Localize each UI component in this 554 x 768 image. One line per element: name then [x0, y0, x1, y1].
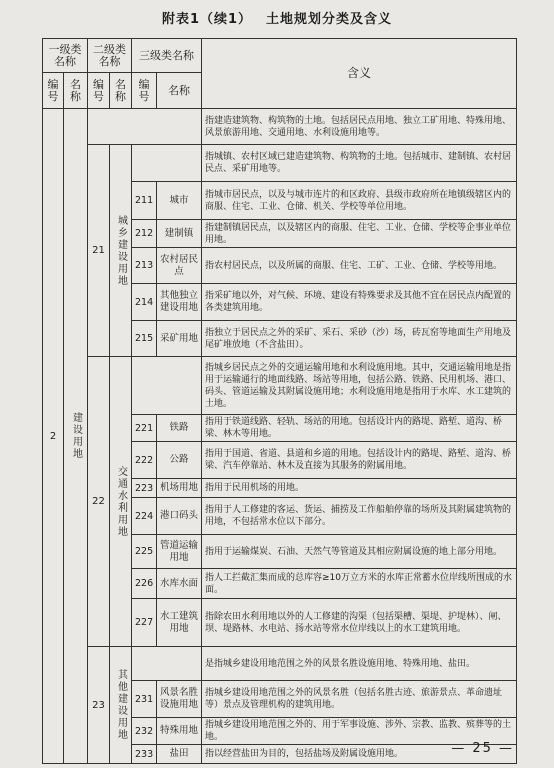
item-description: 指农村居民点，以及所属的商服、住宅、工矿、工业、仓储、学校等用地。	[202, 248, 517, 284]
item-name: 盐田	[157, 745, 202, 764]
item-description: 指以经营盐田为目的，包括盐场及附属设施用地。	[202, 745, 517, 764]
item-description: 指用于铁道线路、轻轨、场站的用地。包括设计内的路堤、路堑、道沟、桥梁、林木等用地。	[202, 415, 517, 442]
item-code: 227	[132, 599, 157, 647]
empty-cell	[132, 357, 202, 415]
item-code: 214	[132, 284, 157, 321]
item-name: 水工建筑用地	[157, 599, 202, 647]
group-description: 指城镇、农村区域已建造建筑物、构筑物的土地。包括城市、建制镇、农村居民点、采矿用地等。	[202, 145, 517, 182]
item-code: 224	[132, 498, 157, 535]
item-description: 指建制镇居民点，以及辖区内的商服、住宅、工业、仓储、学校等企事业单位用地。	[202, 220, 517, 248]
item-code: 226	[132, 569, 157, 599]
group-code: 23	[88, 647, 110, 764]
item-code: 222	[132, 442, 157, 479]
item-name: 管道运输用地	[157, 535, 202, 569]
item-description: 指用于运输煤炭、石油、天然气等管道及其相应附属设施的地上部分用地。	[202, 535, 517, 569]
item-description: 指城市居民点，以及与城市连片的和区政府、县级市政府所在地镇级辖区内的商服、住宅、工业、仓储、机关、学校等单位用地。	[202, 182, 517, 220]
header-level1: 一级类名称	[43, 39, 88, 73]
item-name: 铁路	[157, 415, 202, 442]
item-description: 指用于国道、省道、县道和乡道的用地。包括设计内的路堤、路堑、道沟、桥梁、汽车停靠站、林木及直接为其服务的附属用地。	[202, 442, 517, 479]
item-code: 233	[132, 745, 157, 764]
item-code: 225	[132, 535, 157, 569]
item-code: 212	[132, 220, 157, 248]
page-title	[0, 8, 554, 27]
item-code: 223	[132, 479, 157, 498]
header-code: 编号	[88, 73, 110, 109]
item-description: 指城乡建设用地范围之外的、用于军事设施、涉外、宗教、监教、殡葬等的土地。	[202, 718, 517, 745]
item-name: 采矿用地	[157, 321, 202, 357]
page-number: — 25 —	[451, 741, 514, 756]
group-name: 城乡建设用地	[110, 145, 132, 357]
header-name: 名称	[64, 73, 88, 109]
item-name: 水库水面	[157, 569, 202, 599]
item-name: 风景名胜设施用地	[157, 681, 202, 718]
header-level3: 三级类名称	[132, 39, 202, 73]
item-description: 指人工拦截汇集而成的总库容≥10万立方米的水库正常蓄水位岸线所围成的水面。	[202, 569, 517, 599]
item-code: 221	[132, 415, 157, 442]
header-name: 名称	[110, 73, 132, 109]
header-code: 编号	[132, 73, 157, 109]
level1-name: 建设用地	[64, 109, 88, 764]
item-name: 建制镇	[157, 220, 202, 248]
item-name: 特殊用地	[157, 718, 202, 745]
land-classification-table	[42, 38, 517, 764]
item-name: 港口码头	[157, 498, 202, 535]
item-description: 指用于民用机场的用地。	[202, 479, 517, 498]
item-description: 指用于人工修建的客运、货运、捕捞及工作船舶停靠的场所及其附属建筑物的用地，不包括常水位以下部分。	[202, 498, 517, 535]
item-code: 215	[132, 321, 157, 357]
group-name: 其他建设用地	[110, 647, 132, 764]
table-subtitle: 土地规划分类及含义	[266, 12, 393, 27]
group-code: 22	[88, 357, 110, 647]
item-name: 公路	[157, 442, 202, 479]
item-description: 指独立于居民点之外的采矿、采石、采砂（沙）场，砖瓦窑等地面生产用地及尾矿堆放地（不含盐田）。	[202, 321, 517, 357]
item-description: 指城乡建设用地范围之外的风景名胜（包括名胜古迹、旅游景点、革命遗址等）景点及管理机构的建筑用地。	[202, 681, 517, 718]
group-description: 是指城乡建设用地范围之外的风景名胜设施用地、特殊用地、盐田。	[202, 647, 517, 681]
item-code: 232	[132, 718, 157, 745]
group-description: 指城乡居民点之外的交通运输用地和水利设施用地。其中，交通运输用地是指用于运输通行的地面线路、场站等用地，包括公路、铁路、民用机场、港口、码头、管道运输及其附属设施用地；水利设施用地是指用于水库、水工建筑的土地。	[202, 357, 517, 415]
empty-cell	[88, 109, 202, 145]
header-meaning: 含义	[202, 39, 517, 109]
group-name: 交通水利用地	[110, 357, 132, 647]
item-name: 农村居民点	[157, 248, 202, 284]
item-description: 指采矿地以外，对气候、环境、建设有特殊要求及其他不宜在居民点内配置的各类建筑用地。	[202, 284, 517, 321]
item-code: 231	[132, 681, 157, 718]
header-level2: 二级类名称	[88, 39, 132, 73]
item-description: 指除农田水利用地以外的人工修建的沟渠（包括渠槽、渠堤、护堤林）、闸、坝、堤路林、水电站、扬水站等常水位岸线以上的水工建筑用地。	[202, 599, 517, 647]
table-caption: 附表1（续1）	[161, 12, 253, 27]
level1-code: 2	[43, 109, 64, 764]
level1-description: 指建造建筑物、构筑物的土地。包括居民点用地、独立工矿用地、特殊用地、风景旅游用地、交通用地、水利设施用地等。	[202, 109, 517, 145]
item-code: 211	[132, 182, 157, 220]
empty-cell	[132, 145, 202, 182]
empty-cell	[132, 647, 202, 681]
item-name: 机场用地	[157, 479, 202, 498]
header-name: 名称	[157, 73, 202, 109]
item-code: 213	[132, 248, 157, 284]
item-name: 城市	[157, 182, 202, 220]
item-name: 其他独立建设用地	[157, 284, 202, 321]
header-code: 编号	[43, 73, 64, 109]
group-code: 21	[88, 145, 110, 357]
